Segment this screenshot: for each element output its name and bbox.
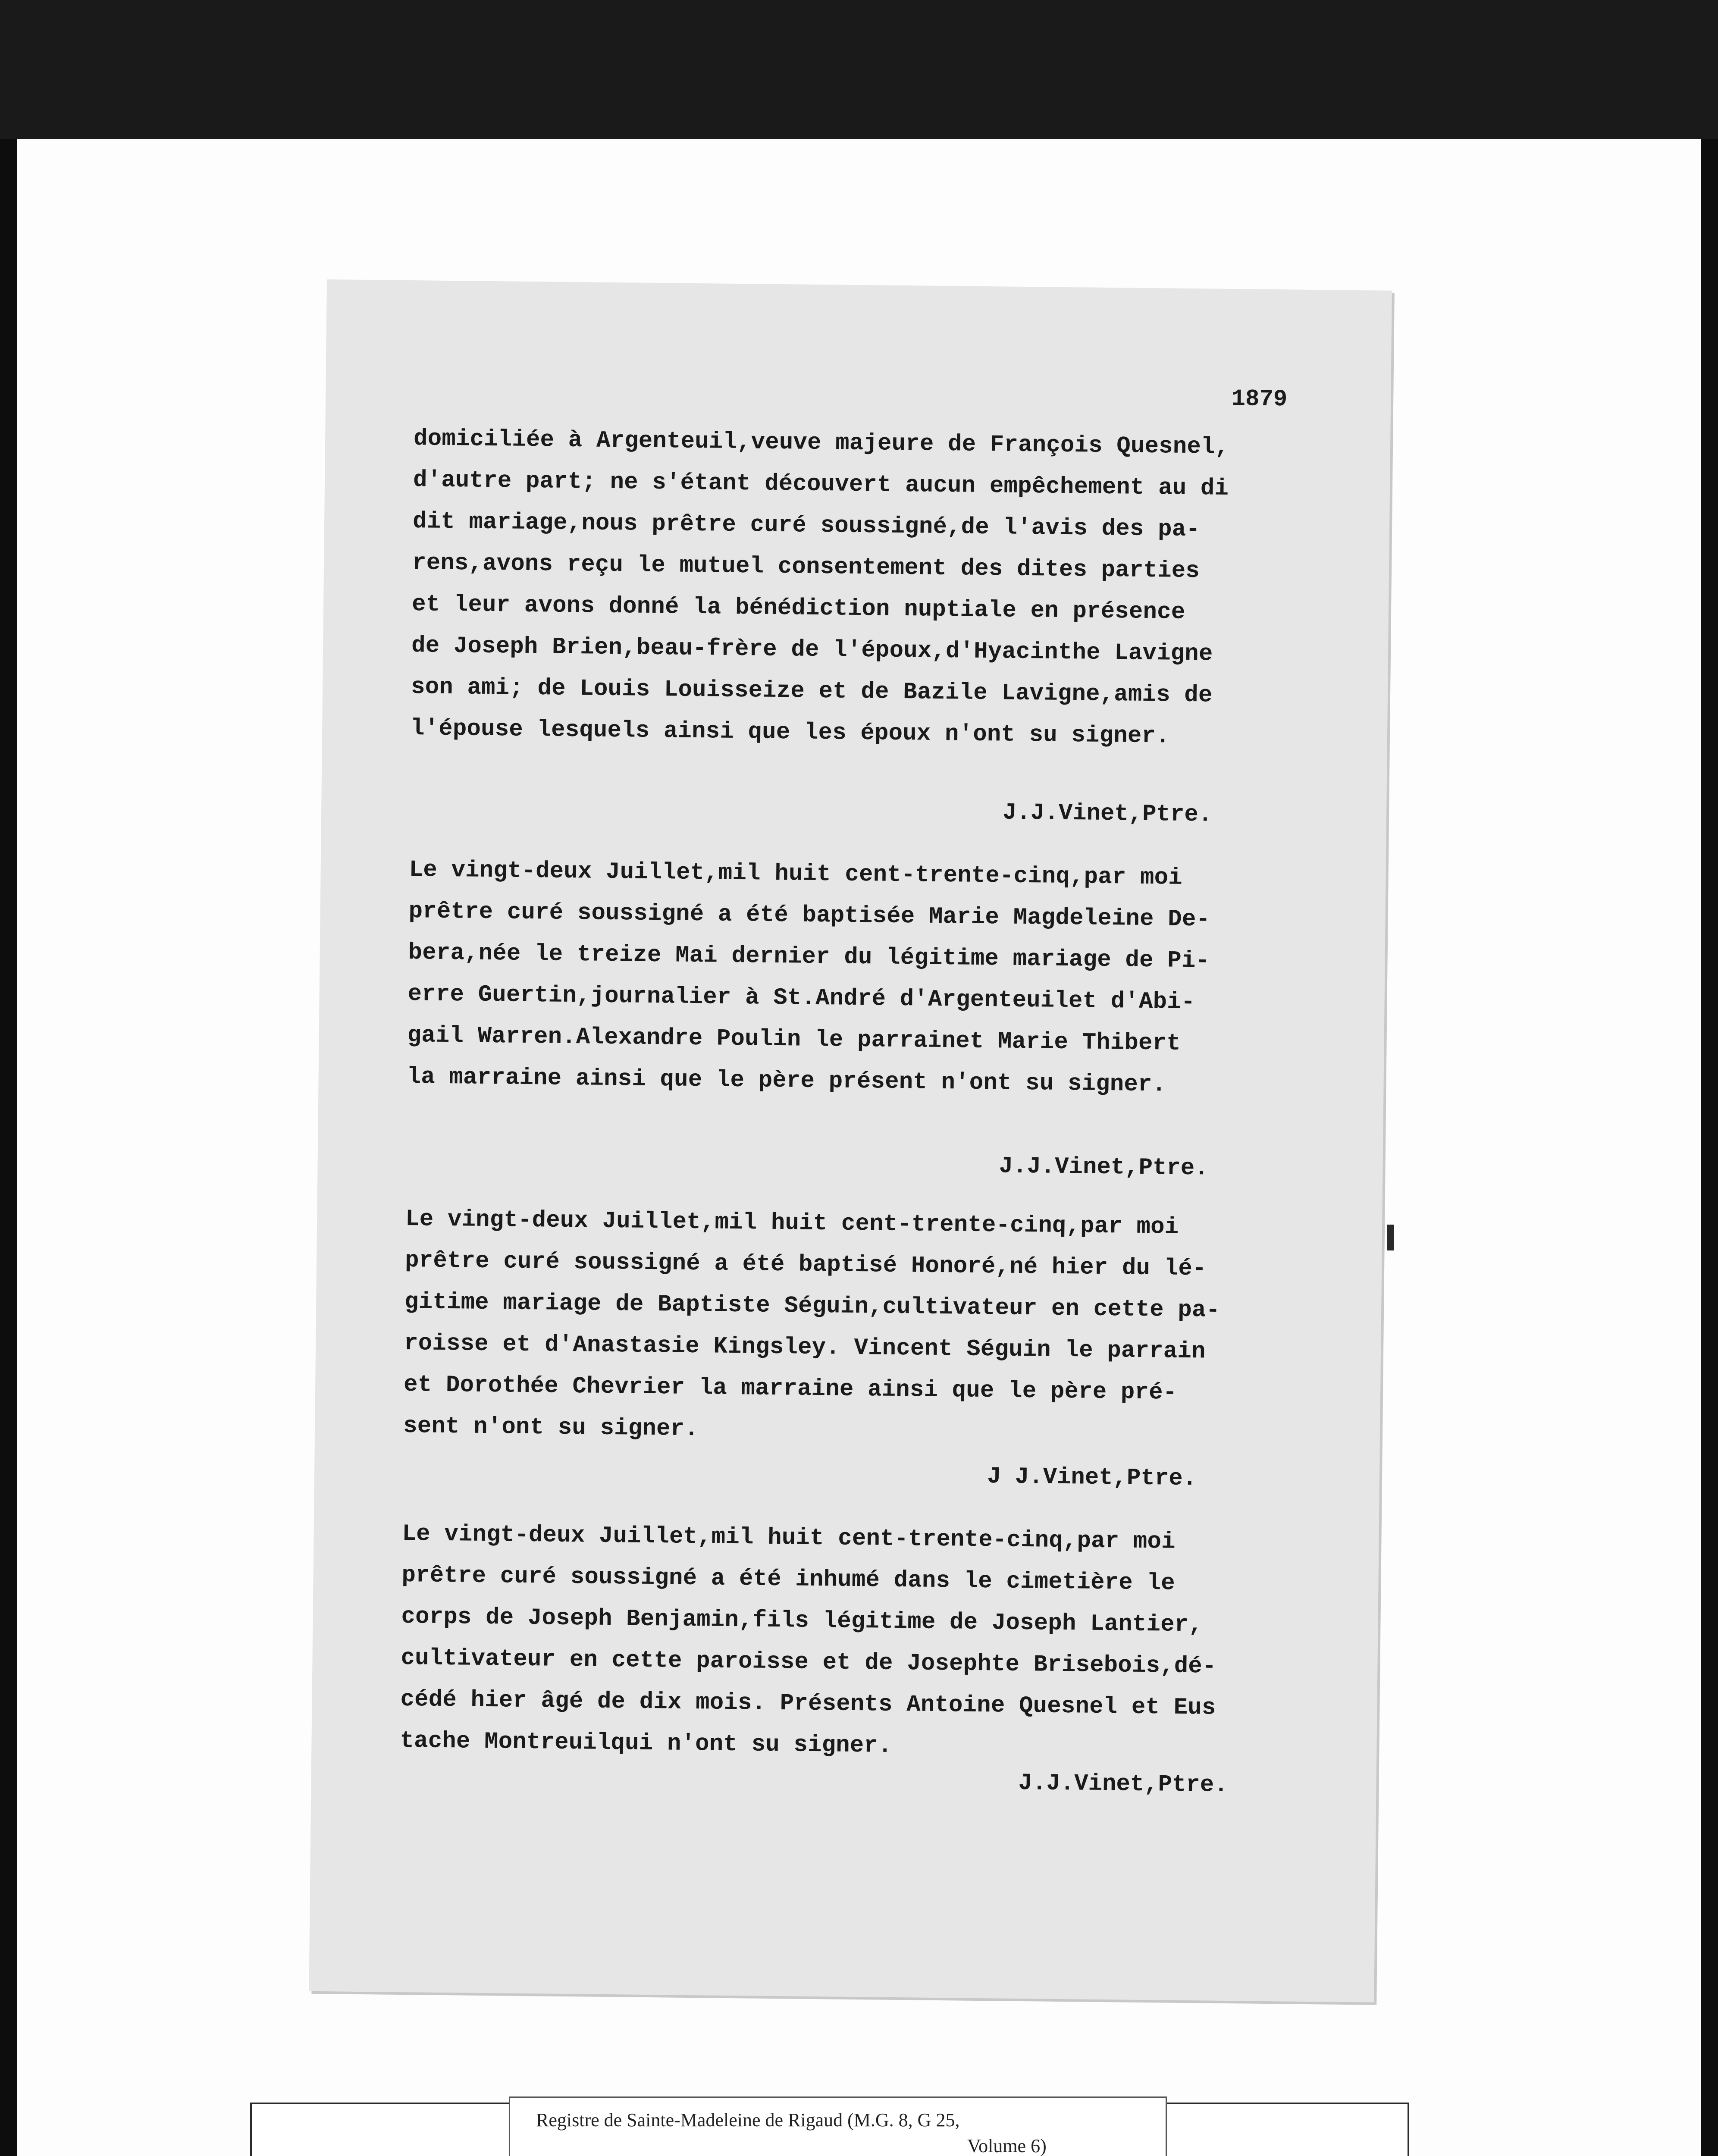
entry-line: cédé hier âgé de dix mois. Présents Antoine Quesnel et Eus bbox=[400, 1686, 1216, 1721]
entry-line: dit mariage,nous prêtre curé soussigné,de l'avis des pa- bbox=[412, 508, 1201, 543]
entry-line: domiciliée à Argenteuil,veuve majeure de François Quesnel, bbox=[413, 426, 1229, 461]
priest-signature: J.J.Vinet,Ptre. bbox=[999, 1153, 1209, 1182]
entry-line: d'autre part; ne s'étant découvert aucun empêchement au di bbox=[413, 467, 1229, 502]
scanner-top-band bbox=[0, 0, 1718, 139]
priest-signature: J.J.Vinet,Ptre. bbox=[1002, 799, 1213, 828]
entry-line: Le vingt-deux Juillet,mil huit cent-trente-cinq,par moi bbox=[405, 1206, 1179, 1241]
register-label-line2: Volume 6) bbox=[967, 2135, 1047, 2156]
film-edge-left bbox=[0, 139, 17, 2156]
entry-line: prêtre curé soussigné a été inhumé dans le cimetière le bbox=[401, 1562, 1176, 1597]
entry-line: sent n'ont su signer. bbox=[403, 1413, 699, 1443]
entry-line: cultivateur en cette paroisse et de Josephte Brisebois,dé- bbox=[401, 1645, 1216, 1680]
entry-baptism-honore bbox=[403, 1199, 1290, 1456]
entry-line: gail Warren.Alexandre Poulin le parrainet Marie Thibert bbox=[407, 1022, 1181, 1057]
entry-line: la marraine ainsi que le père présent n'ont su signer. bbox=[407, 1064, 1166, 1098]
entry-line: et leur avons donné la bénédiction nuptiale en présence bbox=[411, 591, 1185, 626]
priest-signature: J.J.Vinet,Ptre. bbox=[1018, 1770, 1228, 1799]
registration-mark-right bbox=[1387, 1225, 1394, 1250]
entry-line: prêtre curé soussigné a été baptisé Honoré,né hier du lé- bbox=[404, 1247, 1207, 1282]
film-edge-right bbox=[1701, 139, 1718, 2156]
entry-line: roisse et d'Anastasie Kingsley. Vincent Séguin le parrain bbox=[404, 1330, 1206, 1365]
entry-line: rens,avons reçu le mutuel consentement des dites parties bbox=[412, 550, 1200, 585]
register-label-strip bbox=[509, 2096, 1167, 2156]
entry-line: Le vingt-deux Juillet,mil huit cent-trente-cinq,par moi bbox=[409, 857, 1183, 891]
entry-line: prêtre curé soussigné a été baptisée Marie Magdeleine De- bbox=[408, 898, 1210, 933]
entry-line: bera,née le treize Mai dernier du légitime mariage de Pi- bbox=[408, 940, 1210, 975]
entry-line: gitime mariage de Baptiste Séguin,cultivateur en cette pa- bbox=[404, 1289, 1220, 1324]
entry-line: de Joseph Brien,beau-frère de l'époux,d'Hyacinthe Lavigne bbox=[411, 633, 1213, 667]
entry-line: tache Montreuilqui n'ont su signer. bbox=[400, 1727, 892, 1759]
entry-line: l'épouse lesquels ainsi que les époux n'ont su signer. bbox=[410, 715, 1170, 750]
entry-line: et Dorothée Chevrier la marraine ainsi que le père pré- bbox=[403, 1372, 1177, 1406]
entry-marriage-conclusion bbox=[411, 418, 1298, 758]
entry-line: son ami; de Louis Louisseize et de Bazile Lavigne,amis de bbox=[411, 674, 1213, 709]
entry-line: Le vingt-deux Juillet,mil huit cent-trente-cinq,par moi bbox=[402, 1520, 1176, 1555]
parish-register-page bbox=[309, 279, 1392, 2002]
entry-baptism-marie-magdeleine bbox=[407, 849, 1293, 1107]
page-number: 1879 bbox=[1231, 385, 1288, 413]
register-label-line1: Registre de Sainte-Madeleine de Rigaud (M.G. 8, G 25, bbox=[536, 2109, 960, 2131]
entry-line: corps de Joseph Benjamin,fils légitime de Joseph Lantier, bbox=[401, 1603, 1203, 1639]
entry-line: erre Guertin,journalier à St.André d'Argenteuilet d'Abi- bbox=[408, 981, 1195, 1016]
entry-burial-joseph-benjamin bbox=[400, 1514, 1286, 1771]
priest-signature: J J.Vinet,Ptre. bbox=[987, 1463, 1197, 1492]
